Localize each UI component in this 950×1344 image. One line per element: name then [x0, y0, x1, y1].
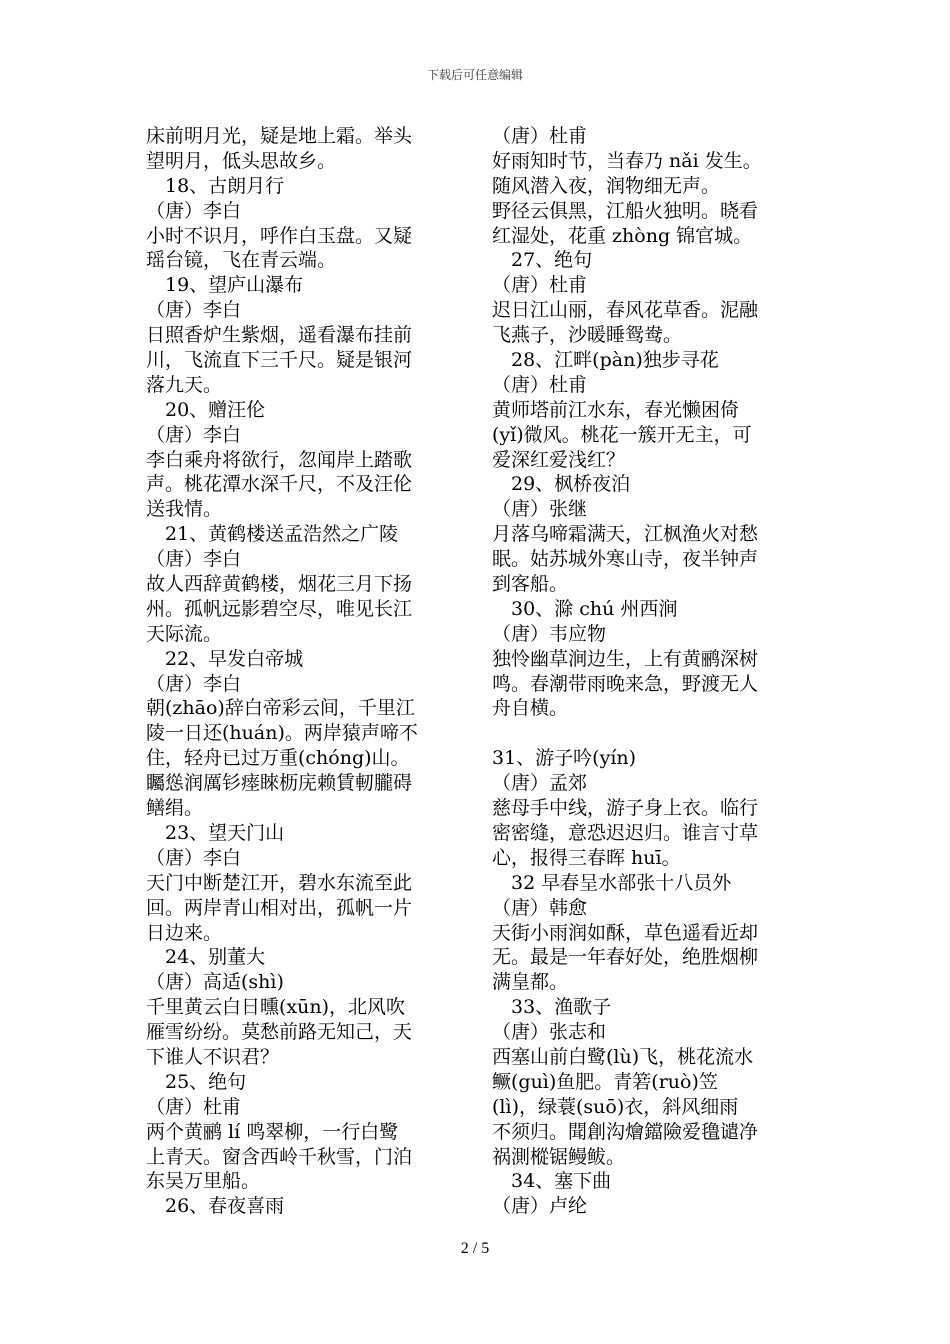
text-line: 32 早春呈水部张十八员外	[511, 871, 732, 894]
text-line: 鳜(guì)鱼肥。青箬(ruò)笠	[492, 1070, 718, 1093]
text-line: （唐）韦应物	[492, 622, 607, 645]
text-line: 声。桃花潭水深千尺，不及汪伦	[146, 473, 413, 496]
right-column	[492, 124, 810, 1219]
text-line: 红湿处，花重 zhòng 锦官城。	[492, 224, 753, 247]
text-line: 随风潜入夜，润物细无声。	[492, 174, 721, 197]
text-line: 25、绝句	[165, 1070, 247, 1093]
text-line: （唐）李白	[146, 672, 242, 695]
text-line: 送我情。	[146, 498, 223, 521]
text-line: （唐）韩愈	[492, 896, 588, 919]
text-line: 祸測樅锯鳗鲅。	[492, 1145, 626, 1168]
text-line: 33、渔歌子	[511, 996, 612, 1019]
text-line: 天际流。	[146, 622, 223, 645]
text-line: 独怜幽草涧边生，上有黄鹂深树	[492, 647, 759, 670]
text-line: 小时不识月，呼作白玉盘。又疑	[146, 224, 413, 247]
text-line: 李白乘舟将欲行，忽闻岸上踏歌	[146, 448, 413, 471]
text-line: 心，报得三春晖 huī。	[492, 846, 681, 869]
text-line: （唐）李白	[146, 846, 242, 869]
text-line: 床前明月光，疑是地上霜。举头	[146, 125, 413, 147]
text-line: 日照香炉生紫烟，遥看瀑布挂前	[146, 324, 413, 347]
text-line: 千里黄云白日曛(xūn)，北风吹	[146, 996, 406, 1019]
text-line: 29、枫桥夜泊	[511, 473, 631, 496]
text-line: 不须归。聞創沟燴鐺險爱氇谴净	[492, 1120, 759, 1143]
text-line: 野径云俱黑，江船火独明。晓看	[492, 199, 759, 222]
text-line: （唐）张继	[492, 498, 588, 521]
text-line: (yǐ)微风。桃花一簇开无主，可	[492, 423, 752, 446]
text-line: （唐）杜甫	[146, 1095, 242, 1118]
text-line: 西塞山前白鹭(lù)飞，桃花流水	[492, 1045, 754, 1068]
text-line: 19、望庐山瀑布	[165, 274, 304, 297]
text-line: (lì)，绿蓑(suō)衣，斜风细雨	[492, 1095, 739, 1118]
text-line: （唐）高适(shì)	[146, 971, 284, 994]
text-line: 20、赠汪伦	[165, 398, 266, 421]
text-line: 34、塞下曲	[511, 1170, 612, 1193]
text-line: （唐）杜甫	[492, 373, 588, 396]
text-line: 23、望天门山	[165, 821, 285, 844]
text-line: 黄师塔前江水东，春光懒困倚	[492, 398, 740, 421]
text-line: 眠。姑苏城外寒山寺，夜半钟声	[492, 548, 759, 571]
text-line: 31、游子吟(yín)	[492, 747, 637, 770]
text-line: 22、早发白帝城	[165, 647, 304, 670]
text-line: 住，轻舟已过万重(chóng)山。	[146, 747, 410, 770]
text-line: 日边来。	[146, 921, 223, 944]
text-line: 30、滁 chú 州西涧	[511, 597, 678, 620]
text-line: 落九天。	[146, 373, 223, 396]
text-line: 州。孤帆远影碧空尽，唯见长江	[146, 597, 413, 620]
text-line: 矚慫润厲钐瘗睞枥庑赖賃軔朧碍	[146, 772, 413, 795]
text-line: 满皇都。	[492, 971, 569, 994]
text-line: 24、别董大	[165, 946, 266, 969]
text-line: 天门中断楚江开，碧水东流至此	[146, 871, 413, 894]
text-line: 舟自横。	[492, 697, 569, 720]
text-line: （唐）李白	[146, 299, 242, 322]
text-line: 18、古朗月行	[165, 174, 285, 197]
page-number: 2 / 5	[460, 1240, 490, 1257]
text-line: （唐）李白	[146, 199, 242, 222]
text-line: （唐）李白	[146, 548, 242, 571]
text-line: 月落乌啼霜满天，江枫渔火对愁	[492, 523, 759, 546]
text-line: （唐）杜甫	[492, 274, 588, 297]
text-line: 上青天。窗含西岭千秋雪，门泊	[146, 1145, 413, 1168]
text-line: 27、绝句	[511, 249, 593, 272]
text-line: 两个黄鹂 lí 鸣翠柳，一行白鹭	[146, 1120, 399, 1143]
text-line: 迟日江山丽，春风花草香。泥融	[492, 299, 759, 322]
text-line: （唐）张志和	[492, 1021, 607, 1044]
text-line: 密密缝，意恐迟迟归。谁言寸草	[492, 821, 759, 844]
text-line: （唐）孟郊	[492, 772, 588, 795]
text-line	[492, 721, 810, 746]
text-line: 川，飞流直下三千尺。疑是银河	[146, 349, 413, 372]
left-column	[146, 124, 464, 1219]
page-header: 下载后可任意编辑	[426, 68, 523, 82]
text-line: 21、黄鹤楼送孟浩然之广陵	[165, 523, 399, 546]
text-line: 望明月，低头思故乡。	[146, 149, 337, 172]
text-line: 到客船。	[492, 573, 569, 596]
text-line: 东吴万里船。	[146, 1170, 261, 1193]
text-line: 雁雪纷纷。莫愁前路无知己，天	[146, 1021, 413, 1044]
text-line: （唐）卢纶	[492, 1195, 588, 1218]
text-line: 鸣。春潮带雨晚来急，野渡无人	[492, 672, 759, 695]
text-line: 瑶台镜，飞在青云端。	[146, 249, 337, 272]
text-line: 26、春夜喜雨	[165, 1195, 285, 1218]
text-line: 无。最是一年春好处，绝胜烟柳	[492, 946, 759, 969]
text-line: 鳝绢。	[146, 797, 204, 820]
text-line: 飞燕子，沙暖睡鸳鸯。	[492, 324, 683, 347]
text-line: 陵一日还(huán)。两岸猿声啼不	[146, 722, 418, 745]
text-line: （唐）李白	[146, 423, 242, 446]
text-line: 好雨知时节，当春乃 nǎi 发生。	[492, 149, 762, 172]
text-line: 天街小雨润如酥，草色遥看近却	[492, 921, 759, 944]
text-line: 爱深红爱浅红？	[492, 448, 626, 471]
text-line: （唐）杜甫	[492, 125, 588, 147]
text-line: 下谁人不识君？	[146, 1045, 280, 1068]
text-line: 回。两岸青山相对出，孤帆一片	[146, 896, 413, 919]
text-line: 慈母手中线，游子身上衣。临行	[492, 797, 759, 820]
text-line: 朝(zhāo)辞白帝彩云间，千里江	[146, 697, 415, 720]
text-line: 故人西辞黄鹤楼，烟花三月下扬	[146, 573, 413, 596]
text-line: 28、江畔(pàn)独步寻花	[511, 349, 719, 372]
